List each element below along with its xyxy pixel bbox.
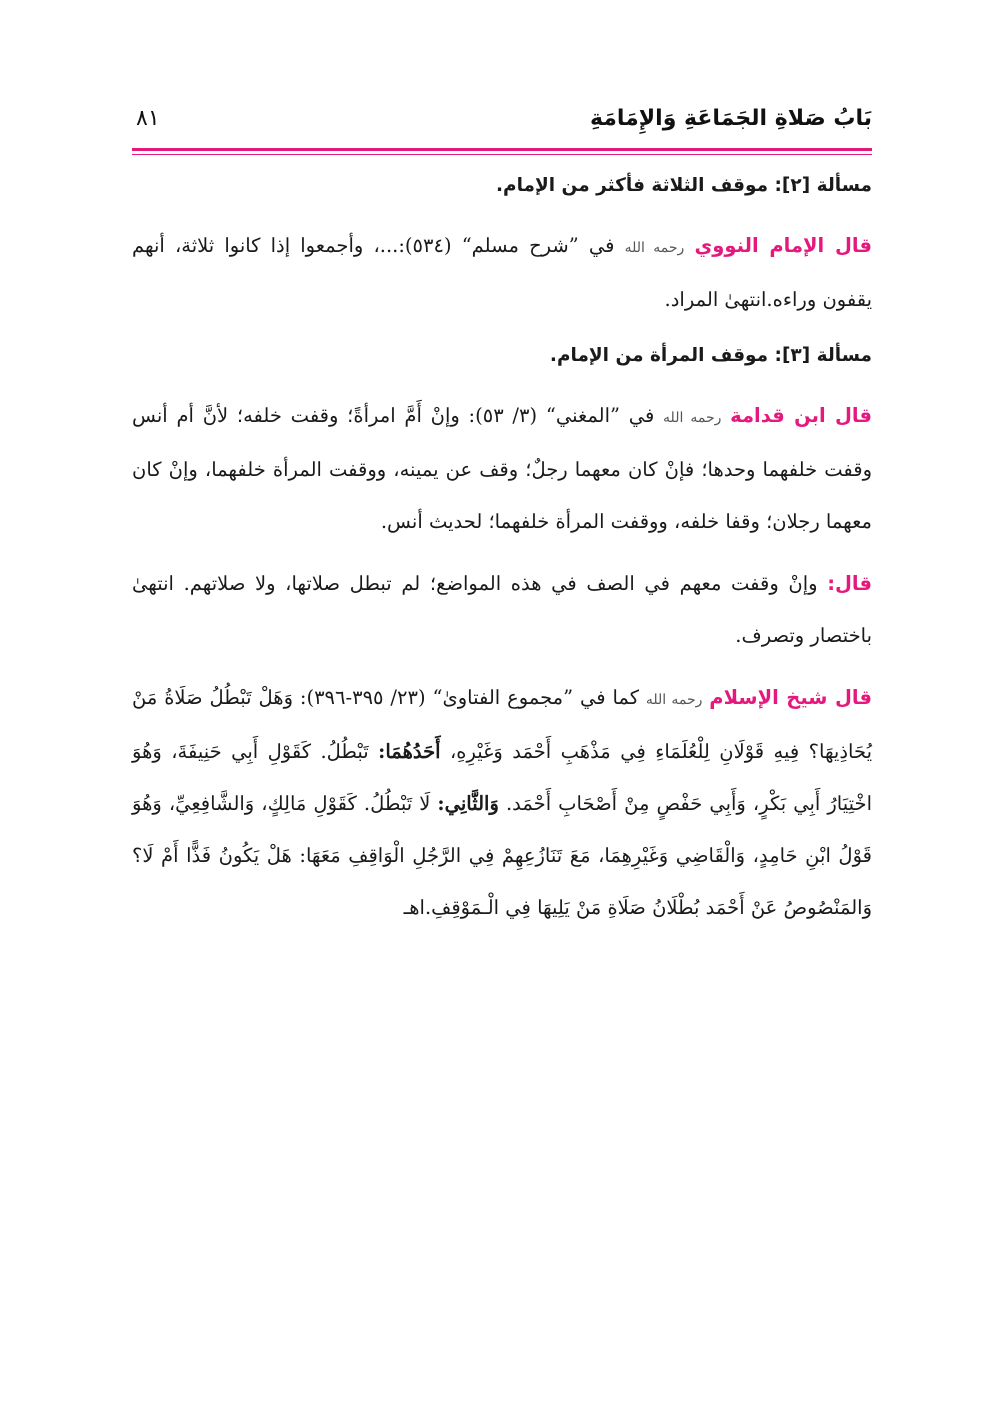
speaker-qala: قال: — [827, 572, 872, 595]
chapter-title: بَابُ صَلاةِ الجَمَاعَةِ وَالإِمَامَةِ — [589, 106, 872, 131]
issue-heading-3: مسألة [٣]: موقف المرأة من الإمام. — [549, 345, 872, 366]
honorific-shaykh-al-islam: رحمه الله — [645, 692, 703, 708]
bold-second-view: وَالثَّانِي: — [437, 792, 499, 815]
text-ibn-qudama: في ”المغني“ (٣/ ٥٣): وإنْ أَمَّ امرأةً؛ وقفت خلفه؛ لأنَّ أم أنس وقفت خلفهما وحدها؛ فإنْ كان معهما رجلٌ؛ وقف عن يمينه، ووقفت المرأة خلفهما، وإنْ كان معهما رجلان؛ وقفا خلفه، ووقفت المرأة خلفهما؛ لحديث أنس. — [132, 404, 872, 533]
paragraph-shaykh-al-islam — [132, 672, 872, 934]
text-nawawi: في ”شرح مسلم“ (٥٣٤):...، وأجمعوا إذا كانوا ثلاثة، أنهم يقفون وراءه.انتهىٰ المراد. — [132, 234, 872, 311]
paragraph-ibn-qudama — [132, 390, 872, 548]
speaker-nawawi: قال الإمام النووي — [694, 234, 872, 257]
text-qala: وإنْ وقفت معهم في الصف في هذه المواضع؛ لم تبطل صلاتها، ولا صلاتهم. انتهىٰ باختصار وتصرف. — [132, 572, 872, 647]
honorific-ibn-qudama: رحمه الله — [663, 410, 722, 426]
text-shaykh-1: كما في ”مجموع الفتاوىٰ“ (٢٣/ ٣٩٥-٣٩٦): وَهَلْ تَبْطُلُ صَلَاةُ مَنْ يُحَاذِيهَا؟ فِيهِ قَوْلَانِ لِلْعُلَمَاءِ فِي مَذْهَبِ أَحْمَد وَغَيْرِهِ، — [132, 686, 873, 763]
page-number: ٨١ — [136, 106, 160, 131]
speaker-ibn-qudama: قال ابن قدامة — [730, 404, 873, 427]
header-rule-thin — [132, 154, 872, 155]
text-shaykh-2: تَبْطُلُ. كَقَوْلِ أَبِي حَنِيفَةَ، وَهُوَ اخْتِيَارُ أَبِي بَكْرٍ، وَأَبِي حَفْصٍ مِنْ أَصْحَابِ أَحْمَد. — [132, 740, 872, 815]
paragraph-nawawi — [132, 220, 872, 326]
text-shaykh-3: لَا تَبْطُلُ. كَقَوْلِ مَالِكٍ، وَالشَّافِعِيِّ، وَهُوَ قَوْلُ ابْنِ حَامِدٍ، وَالْقَاضِي وَغَيْرِهِمَا، مَعَ تَنَازُعِهِمْ فِي الرَّجُلِ الْوَاقِفِ مَعَهَا: هَلْ يَكُونُ فَذًّا أَمْ لَا؟ وَالمَنْصُوصُ عَنْ أَحْمَد بُطْلَانُ صَلَاةِ مَنْ يَلِيهَا فِي الْـمَوْقِفِ.اهـ — [132, 792, 872, 919]
bold-first-view: أَحَدُهُمَا: — [378, 740, 441, 763]
paragraph-qala — [132, 558, 872, 662]
header-rule-thick — [132, 148, 872, 151]
issue-heading-2: مسألة [٢]: موقف الثلاثة فأكثر من الإمام. — [496, 175, 872, 196]
page-body — [132, 166, 872, 944]
honorific-nawawi: رحمه الله — [624, 240, 685, 256]
speaker-shaykh-al-islam: قال شيخ الإسلام — [709, 686, 872, 709]
page-header — [132, 100, 872, 148]
